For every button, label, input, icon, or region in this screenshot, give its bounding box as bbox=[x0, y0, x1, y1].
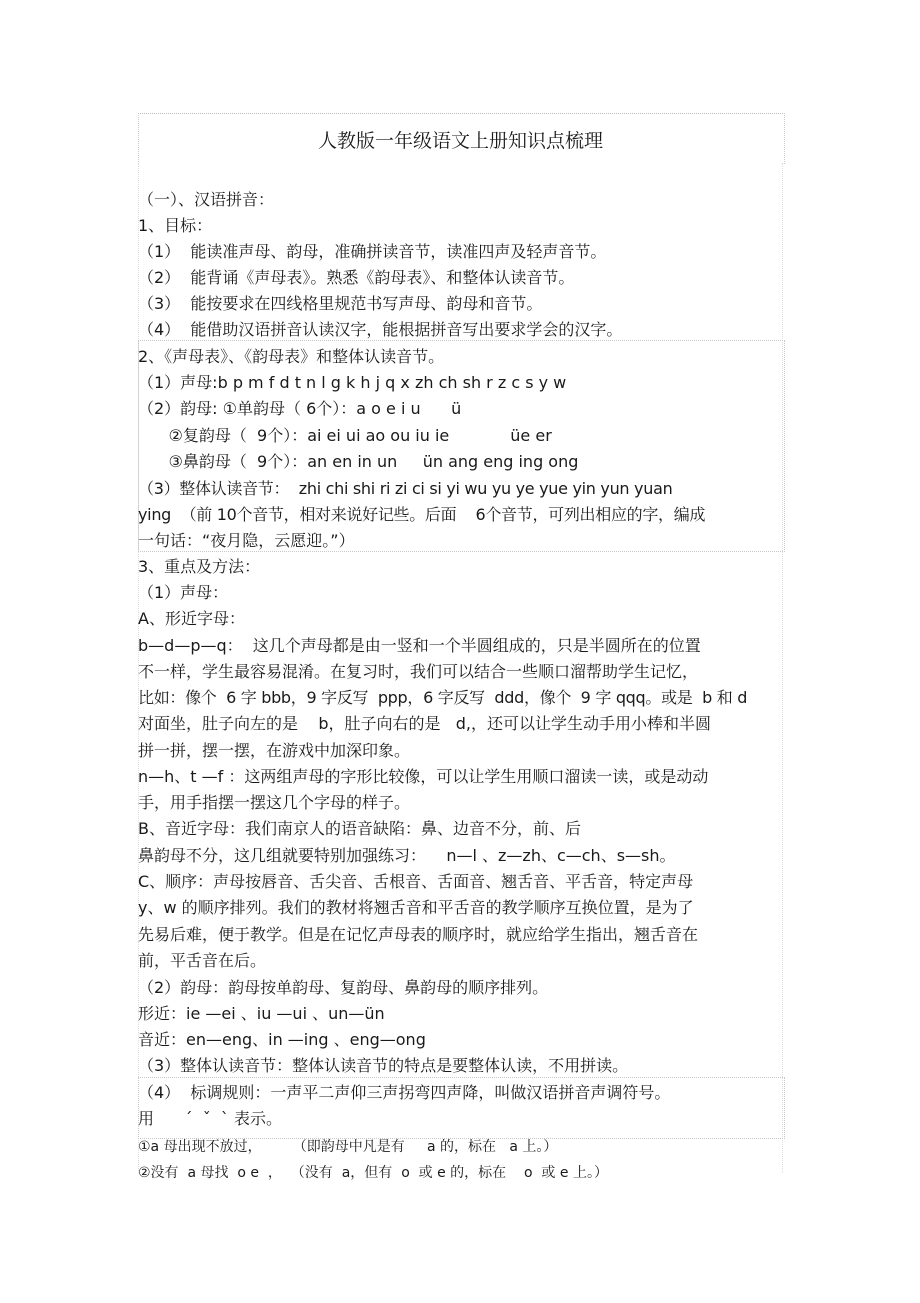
text-line: （3）整体认读音节：整体认读音节的特点是要整体认读，不用拼读。 bbox=[138, 1056, 629, 1075]
section-heading: （一）、汉语拼音： bbox=[138, 190, 275, 209]
text-line: （1）声母:b p m f d t n l g k h j q x zh ch sh r z c s y w bbox=[138, 373, 567, 392]
subsection-heading: 1、目标： bbox=[138, 216, 213, 235]
subsection-heading: 3、重点及方法： bbox=[138, 557, 261, 576]
text-line: 形近：ie —ei 、iu —ui 、un—ün bbox=[138, 1004, 385, 1023]
page-border-right bbox=[782, 163, 783, 1173]
text-line: y、w 的顺序排列。我们的教材将翘舌音和平舌音的教学顺序互换位置，是为了 bbox=[138, 898, 694, 917]
text-line: C、顺序：声母按唇音、舌尖音、舌根音、舌面音、翘舌音、平舌音，特定声母 bbox=[138, 872, 694, 891]
text-line: ying （前 10个音节，相对来说好记些。后面 6个音节，可列出相应的字，编成 bbox=[138, 505, 706, 524]
text-line: （1） 能读准声母、韵母，准确拼读音节，读准四声及轻声音节。 bbox=[138, 242, 607, 261]
text-line: ②没有 a 母找 o e ， （没有 a，但有 o 或 e 的，标在 o 或 e 上。） bbox=[138, 1165, 608, 1181]
text-line: （4） 标调规则：一声平二声仰三声拐弯四声降，叫做汉语拼音声调符号。 bbox=[138, 1083, 671, 1102]
text-line: （4） 能借助汉语拼音认读汉字，能根据拼音写出要求学会的汉字。 bbox=[138, 320, 623, 339]
text-line: 鼻韵母不分，这几组就要特别加强练习： n—l 、z—zh、c—ch、s—sh。 bbox=[138, 846, 676, 865]
text-line: 前，平舌音在后。 bbox=[138, 951, 267, 970]
text-line: ②复韵母（ 9个）：ai ei ui ao ou iu ie üe er bbox=[138, 426, 552, 445]
text-line: （2） 能背诵《声母表》。熟悉《韵母表》、和整体认读音节。 bbox=[138, 268, 575, 287]
text-line: 拼一拼，摆一摆，在游戏中加深印象。 bbox=[138, 741, 411, 760]
text-line: （2）韵母：韵母按单韵母、复韵母、鼻韵母的顺序排列。 bbox=[138, 978, 549, 997]
subsection-heading: 2、《声母表》、《韵母表》和整体认读音节。 bbox=[138, 347, 445, 366]
text-line: 不一样，学生最容易混淆。在复习时，我们可以结合一些顺口溜帮助学生记忆， bbox=[138, 662, 699, 681]
text-line: B、音近字母：我们南京人的语音缺陷：鼻、边音不分，前、后 bbox=[138, 819, 581, 838]
text-line: 对面坐，肚子向左的是 b，肚子向右的是 d,，还可以让学生动手用小棒和半圆 bbox=[138, 714, 712, 733]
text-line: 用 ˊ ˇ ˋ 表示。 bbox=[138, 1109, 282, 1128]
text-line: （3）整体认读音节： zhi chi shi ri zi ci si yi wu yu ye yue yin yun yuan bbox=[138, 479, 673, 498]
text-line: A、形近字母： bbox=[138, 609, 245, 628]
document-title: 人教版一年级语文上册知识点梳理 bbox=[317, 130, 603, 152]
text-line: ①a 母出现不放过， （即韵母中凡是有 a 的，标在 a 上。） bbox=[138, 1139, 558, 1155]
text-line: （3） 能按要求在四线格里规范书写声母、韵母和音节。 bbox=[138, 294, 543, 313]
text-line: ③鼻韵母（ 9个）：an en in un ün ang eng ing ong bbox=[138, 452, 579, 471]
text-line: b—d—p—q： 这几个声母都是由一竖和一个半圆组成的，只是半圆所在的位置 bbox=[138, 636, 701, 655]
text-line: （2）韵母: ①单韵母（ 6个）：a o e i u ü bbox=[138, 399, 462, 418]
text-line: 手，用手指摆一摆这几个字母的样子。 bbox=[138, 793, 411, 812]
text-line: 一句话：“夜月隐，云愿迎。”） bbox=[138, 531, 355, 550]
text-line: 音近：en—eng、in —ing 、eng—ong bbox=[138, 1030, 426, 1049]
text-line: （1）声母： bbox=[138, 583, 229, 602]
text-line: 比如：像个 6 字 bbb，9 字反写 ppp，6 字反写 ddd，像个 9 字 qqq。或是 b 和 d bbox=[138, 688, 748, 707]
text-line: n—h、t —f ：这两组声母的字形比较像，可以让学生用顺口溜读一读，或是动动 bbox=[138, 767, 709, 786]
text-line: 先易后难，便于教学。但是在记忆声母表的顺序时，就应给学生指出，翘舌音在 bbox=[138, 925, 699, 944]
